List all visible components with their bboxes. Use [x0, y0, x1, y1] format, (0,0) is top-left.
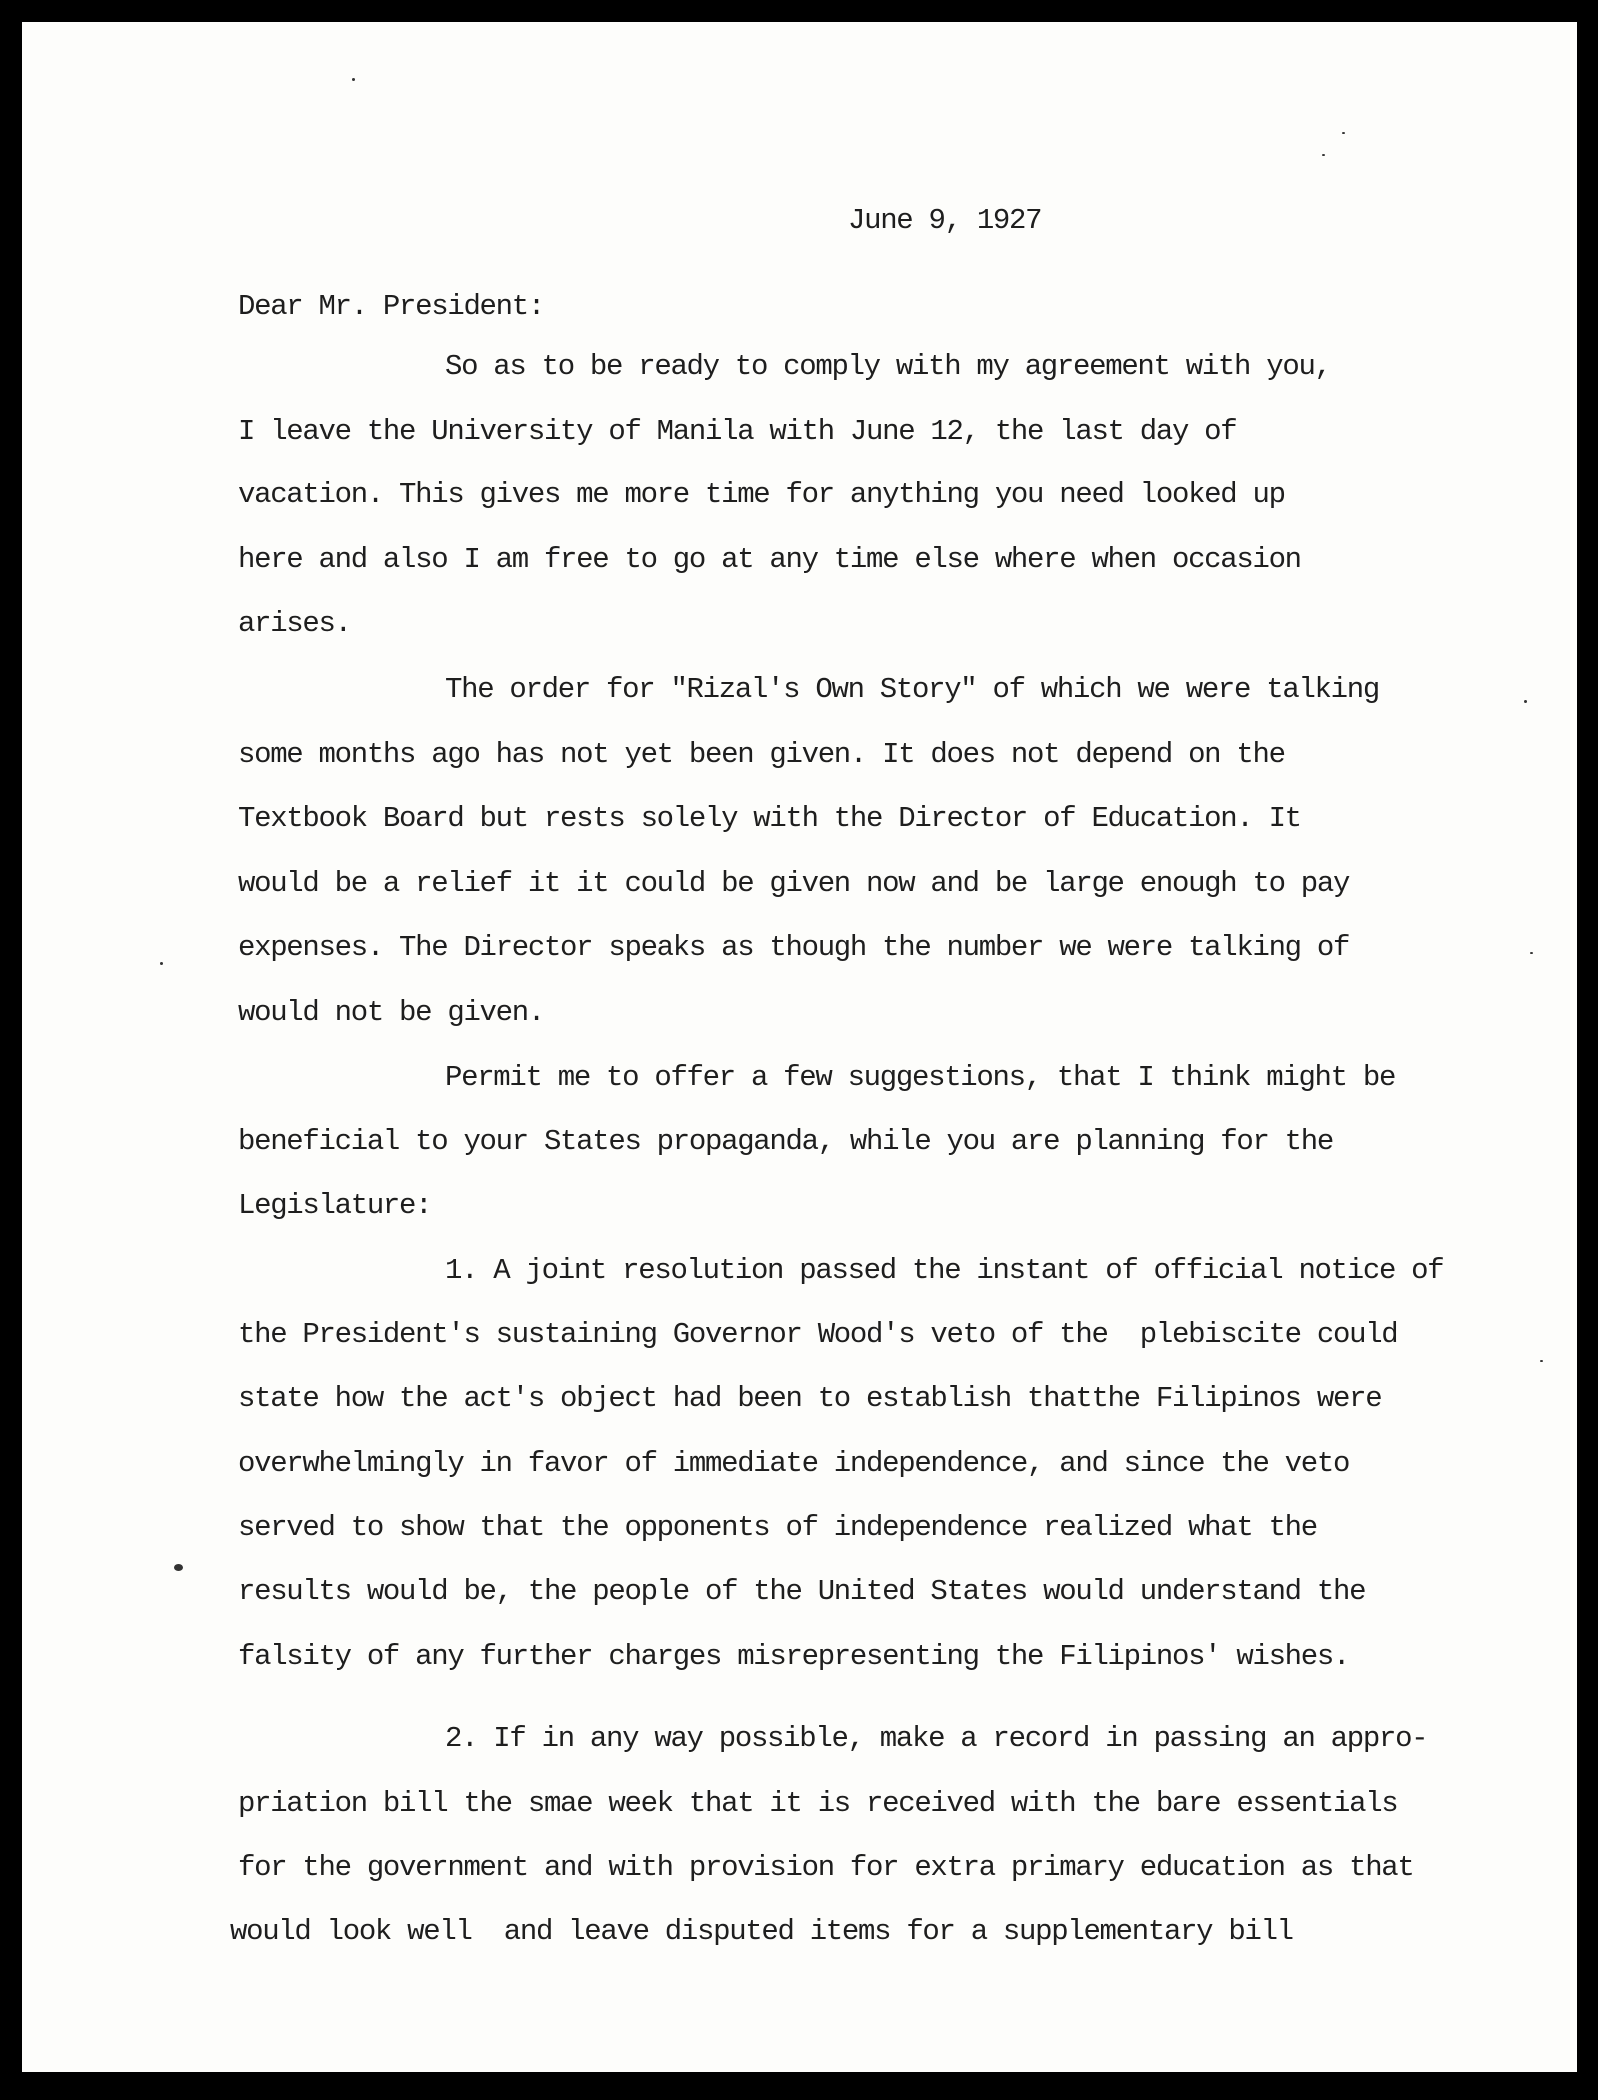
scan-speck [174, 1564, 183, 1571]
paragraph-line: priation bill the smae week that it is received with the bare essentials [238, 1787, 1398, 1820]
letter-page [22, 22, 1577, 2072]
paragraph-line: expenses. The Director speaks as though the number we were talking of [238, 931, 1350, 964]
paragraph-line: results would be, the people of the United States would understand the [238, 1575, 1366, 1608]
paragraph-line: would be a relief it it could be given now and be large enough to pay [238, 867, 1350, 900]
letter-date: June 9, 1927 [848, 204, 1042, 237]
scan-speck [1342, 132, 1345, 134]
paragraph-line: So as to be ready to comply with my agreement with you, [445, 350, 1331, 383]
paragraph-line: for the government and with provision for extra primary education as that [238, 1851, 1414, 1884]
paragraph-line: 2. If in any way possible, make a record in passing an appro- [445, 1722, 1428, 1755]
salutation: Dear Mr. President: [238, 290, 544, 323]
scan-speck [1540, 1360, 1543, 1362]
paragraph-line: the President's sustaining Governor Wood's veto of the plebiscite could [238, 1318, 1398, 1351]
paragraph-line: The order for "Rizal's Own Story" of which we were talking [445, 673, 1379, 706]
paragraph-line: I leave the University of Manila with June 12, the last day of [238, 415, 1237, 448]
paragraph-line: falsity of any further charges misrepresenting the Filipinos' wishes. [238, 1640, 1350, 1673]
scan-speck [1322, 154, 1325, 156]
paragraph-line: Permit me to offer a few suggestions, that I think might be [445, 1061, 1396, 1094]
scan-speck [160, 962, 163, 965]
paragraph-line: served to show that the opponents of independence realized what the [238, 1511, 1317, 1544]
scan-speck [1530, 952, 1533, 954]
paragraph-line: Textbook Board but rests solely with the Director of Education. It [238, 802, 1301, 835]
paragraph-line: overwhelmingly in favor of immediate independence, and since the veto [238, 1447, 1350, 1480]
paragraph-line: here and also I am free to go at any time else where when occasion [238, 543, 1301, 576]
paragraph-line: 1. A joint resolution passed the instant of official notice of [445, 1254, 1444, 1287]
scan-speck [352, 78, 355, 81]
paragraph-line: would not be given. [238, 996, 544, 1029]
paragraph-line: state how the act's object had been to establish thatthe Filipinos were [238, 1382, 1382, 1415]
paragraph-line: arises. [238, 607, 351, 640]
paragraph-line: beneficial to your States propaganda, while you are planning for the [238, 1125, 1333, 1158]
paragraph-line: some months ago has not yet been given. It does not depend on the [238, 738, 1285, 771]
paragraph-line: vacation. This gives me more time for anything you need looked up [238, 478, 1285, 511]
scan-speck [1524, 700, 1527, 703]
paragraph-line: Legislature: [238, 1189, 432, 1222]
paragraph-line: would look well and leave disputed items for a supplementary bill [230, 1915, 1293, 1948]
